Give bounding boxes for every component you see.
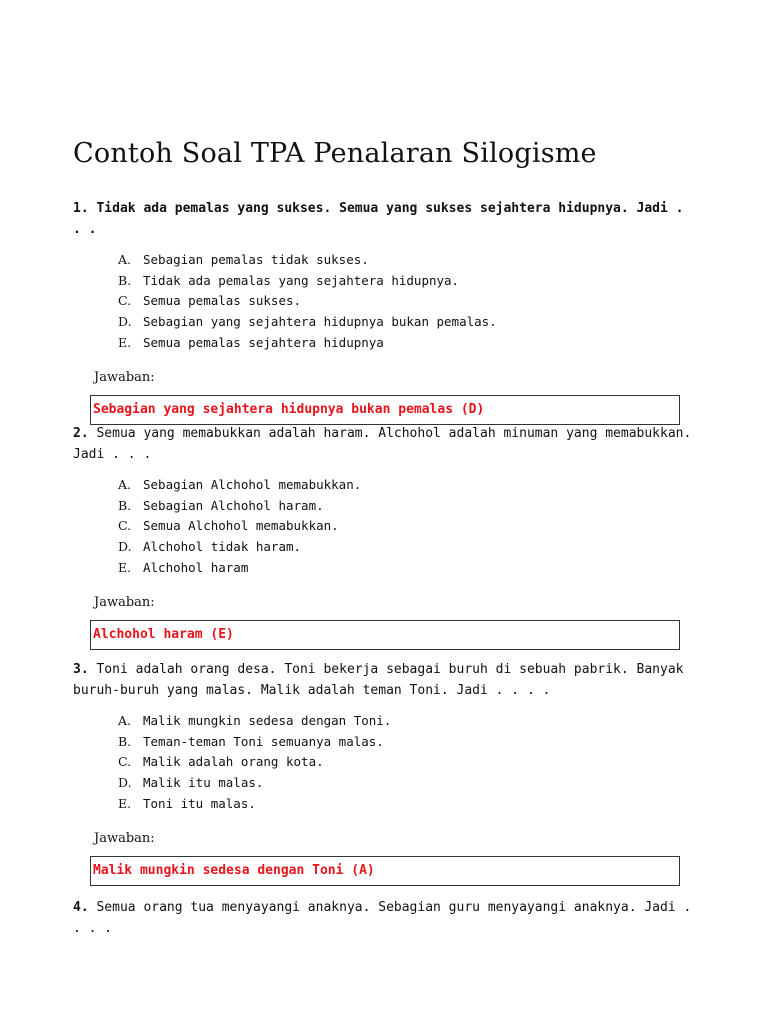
option-text: Sebagian Alchohol memabukkan. [143,477,362,492]
question-number: 1. [73,201,89,216]
option-c [118,291,693,312]
option-text: Sebagian Alchohol haram. [143,497,324,513]
answer-box: Malik mungkin sedesa dengan Toni (A) [90,856,680,886]
option-letter: B. [118,733,132,749]
answer-label: Jawaban: [94,369,155,385]
question-stem: Semua orang tua menyayangi anaknya. Sebagian guru menyayangi anaknya. Jadi . . . . [73,900,692,936]
option-letter: D. [118,314,132,330]
option-letter: D. [118,539,132,555]
option-letter: B. [118,272,132,288]
option-letter: A. [118,252,132,267]
question-2-text [73,423,693,465]
option-b [118,496,693,517]
option-d [118,312,693,333]
option-text: Toni itu malas. [143,795,256,811]
option-e [118,333,693,354]
options-list [118,250,693,354]
option-a [118,711,693,732]
option-d [118,537,693,558]
option-d [118,773,693,794]
answer-label: Jawaban: [94,594,155,610]
question-stem: Semua yang memabukkan adalah haram. Alchohol adalah minuman yang memabukkan. Jadi . . . [73,426,692,462]
answer-box: Sebagian yang sejahtera hidupnya bukan pemalas (D) [90,395,680,425]
question-number: 2. [73,426,89,441]
options-list [118,475,693,579]
question-3-text [73,659,693,701]
options-list [118,711,693,815]
question-1-text [73,198,693,240]
option-letter: D. [118,775,132,791]
question-stem: Tidak ada pemalas yang sukses. Semua yang sukses sejahtera hidupnya. Jadi . . . [73,201,684,237]
option-letter: C. [118,754,132,770]
option-text: Malik itu malas. [143,775,264,791]
answer-box: Alchohol haram (E) [90,620,680,650]
option-text: Semua Alchohol memabukkan. [143,518,339,534]
option-e [118,794,693,815]
option-text: Tidak ada pemalas yang sejahtera hidupnya. [143,272,460,288]
option-c [118,752,693,773]
option-e [118,558,693,579]
option-letter: E. [118,795,132,811]
question-3 [73,659,693,886]
option-text: Malik adalah orang kota. [143,754,324,770]
question-stem: Toni adalah orang desa. Toni bekerja sebagai buruh di sebuah pabrik. Banyak buruh-buruh yang malas. Malik adalah teman Toni. Jadi . . . . [73,662,684,698]
question-1 [73,198,693,425]
option-text: Teman-teman Toni semuanya malas. [143,733,384,749]
option-letter: A. [118,713,132,728]
option-text: Alchohol haram [143,559,249,575]
option-letter: A. [118,477,132,492]
question-number: 3. [73,662,89,677]
option-text: Sebagian yang sejahtera hidupnya bukan pemalas. [143,314,497,330]
option-c [118,516,693,537]
option-letter: B. [118,497,132,513]
question-4-text [73,897,693,939]
option-text: Semua pemalas sukses. [143,293,302,309]
question-2 [73,423,693,650]
page-title: Contoh Soal TPA Penalaran Silogisme [73,138,597,169]
option-a [118,250,693,271]
option-text: Semua pemalas sejahtera hidupnya [143,334,384,350]
option-text: Sebagian pemalas tidak sukses. [143,252,369,267]
option-a [118,475,693,496]
option-letter: C. [118,518,132,534]
option-b [118,271,693,292]
option-b [118,732,693,753]
option-text: Malik mungkin sedesa dengan Toni. [143,713,392,728]
question-4 [73,897,693,939]
answer-label: Jawaban: [94,830,155,846]
option-letter: C. [118,293,132,309]
option-letter: E. [118,334,132,350]
option-letter: E. [118,559,132,575]
question-number: 4. [73,900,89,915]
option-text: Alchohol tidak haram. [143,539,302,555]
